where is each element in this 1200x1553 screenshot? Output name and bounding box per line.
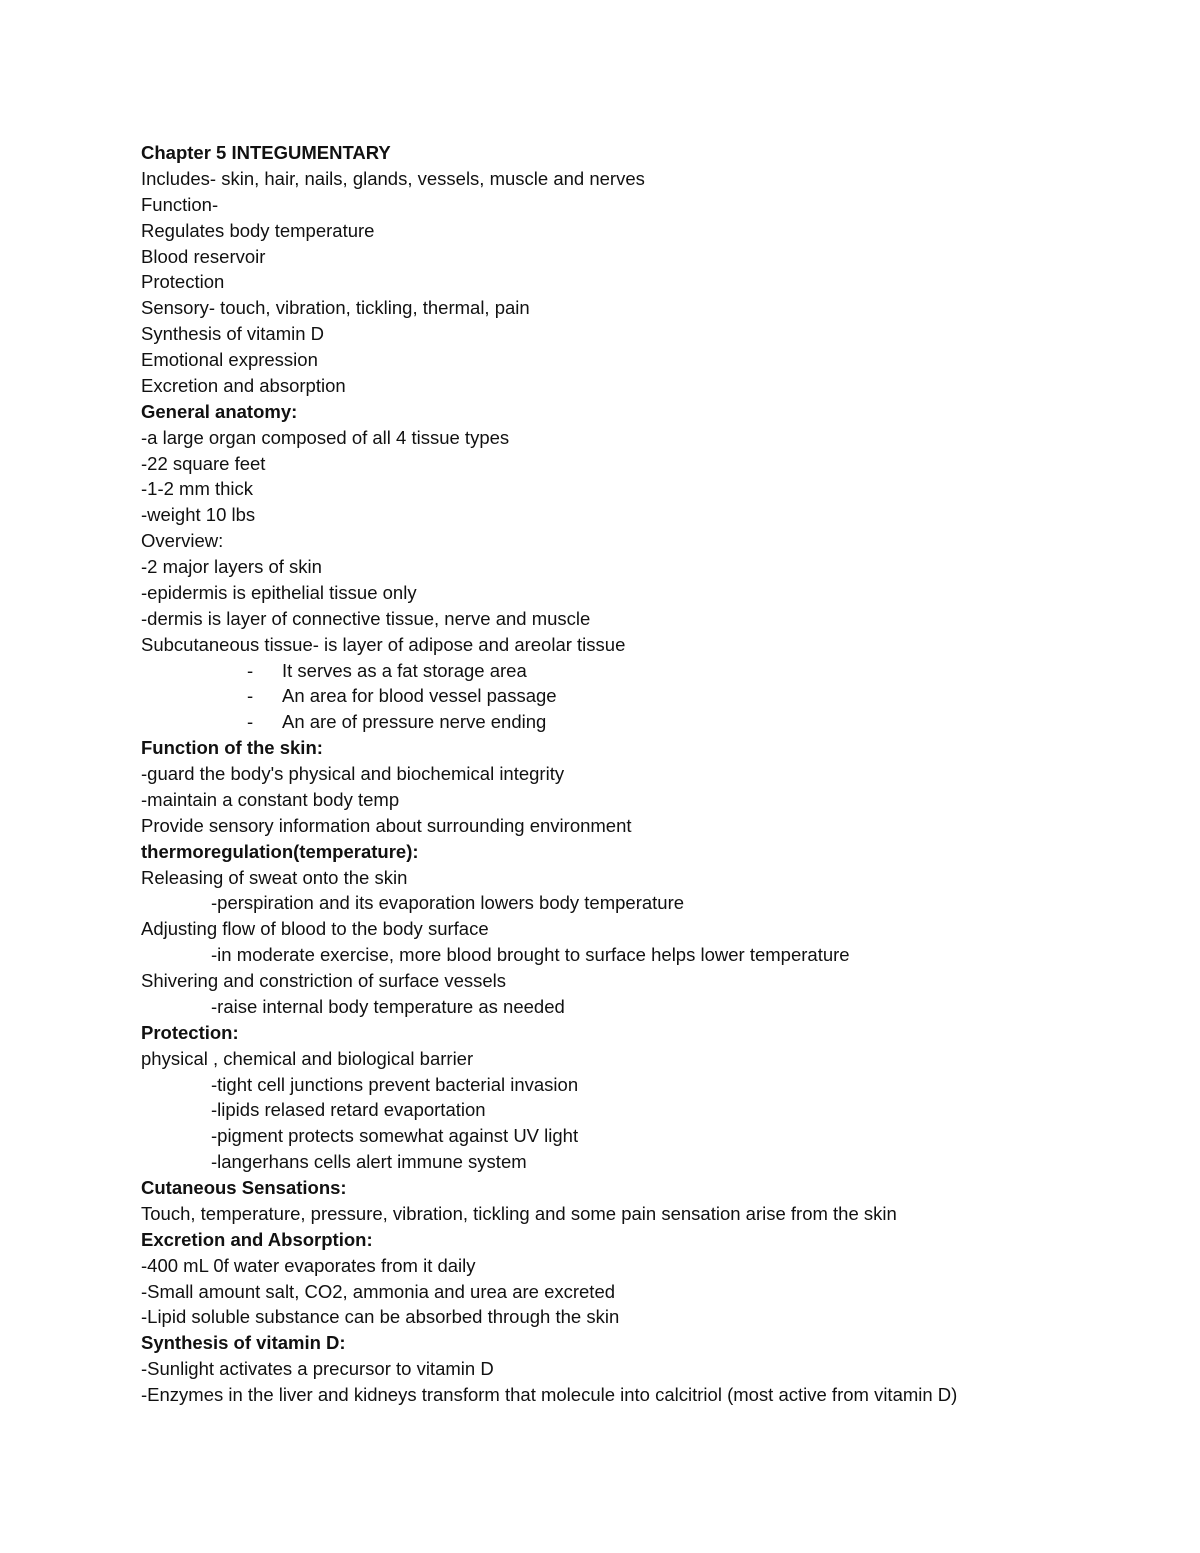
text-line: -dermis is layer of connective tissue, nerve and muscle — [141, 607, 591, 629]
bullet-item — [141, 658, 1141, 684]
text-line: Subcutaneous tissue- is layer of adipose and areolar tissue — [141, 633, 626, 655]
section-heading: Cutaneous Sensations: — [141, 1177, 347, 1198]
text-line: Overview: — [141, 530, 224, 552]
indented-line: -raise internal body temperature as needed — [211, 995, 565, 1017]
text-line: Protection — [141, 271, 225, 293]
section-heading: Excretion and Absorption: — [141, 1228, 373, 1250]
bullet-text: An area for blood vessel passage — [282, 685, 557, 707]
text-line: -Small amount salt, CO2, ammonia and urea are excreted — [141, 1280, 616, 1302]
text-line: Regulates body temperature — [141, 219, 375, 241]
section-heading: General anatomy: — [141, 400, 298, 422]
text-line: -2 major layers of skin — [141, 556, 322, 577]
text-line: Includes- skin, hair, nails, glands, vessels, muscle and nerves — [141, 167, 645, 189]
text-line: Provide sensory information about surrounding environment — [141, 814, 632, 836]
text-line: -Lipid soluble substance can be absorbed through the skin — [141, 1306, 620, 1328]
bullet-text: An are of pressure nerve ending — [282, 711, 547, 733]
bullet-item — [141, 709, 1141, 735]
text-line: Touch, temperature, pressure, vibration, tickling and some pain sensation arise from the skin — [141, 1202, 897, 1224]
text-line: -weight 10 lbs — [141, 504, 256, 526]
text-line: -Enzymes in the liver and kidneys transform that molecule into calcitriol (most active from vitamin D) — [141, 1384, 958, 1405]
text-line: -Sunlight activates a precursor to vitamin D — [141, 1358, 494, 1380]
text-line: Emotional expression — [141, 349, 318, 370]
indented-line: -langerhans cells alert immune system — [211, 1151, 527, 1173]
text-line: -400 mL 0f water evaporates from it daily — [141, 1254, 476, 1276]
text-line: Adjusting flow of blood to the body surface — [141, 918, 489, 940]
indented-line: -in moderate exercise, more blood brought to surface helps lower temperature — [211, 944, 850, 966]
bullet-item — [141, 683, 1141, 709]
text-line: Blood reservoir — [141, 245, 266, 267]
indented-line: -tight cell junctions prevent bacterial invasion — [211, 1073, 579, 1095]
text-line: -guard the body's physical and biochemical integrity — [141, 763, 565, 784]
text-line: Shivering and constriction of surface vessels — [141, 970, 507, 991]
text-line: -epidermis is epithelial tissue only — [141, 581, 417, 603]
indented-line: -pigment protects somewhat against UV light — [211, 1125, 579, 1147]
section-heading: thermoregulation(temperature): — [141, 840, 419, 862]
indented-line: -lipids relased retard evaportation — [211, 1099, 486, 1121]
document-page — [141, 140, 1141, 1408]
section-heading: Synthesis of vitamin D: — [141, 1332, 346, 1354]
bullet-text: It serves as a fat storage area — [282, 659, 527, 681]
text-line: -maintain a constant body temp — [141, 788, 400, 810]
bullet-marker: - — [247, 659, 254, 681]
bullet-marker: - — [247, 711, 254, 733]
text-line: -22 square feet — [141, 452, 266, 474]
text-line: Function- — [141, 193, 219, 215]
text-line: Synthesis of vitamin D — [141, 323, 325, 345]
section-heading: Protection: — [141, 1021, 239, 1043]
text-line: -a large organ composed of all 4 tissue types — [141, 426, 510, 448]
text-line: Excretion and absorption — [141, 374, 346, 396]
indented-line: -perspiration and its evaporation lowers body temperature — [211, 892, 685, 914]
section-heading: Function of the skin: — [141, 737, 323, 759]
text-line: Releasing of sweat onto the skin — [141, 866, 408, 888]
text-line: physical , chemical and biological barrier — [141, 1047, 474, 1069]
section-heading: Chapter 5 INTEGUMENTARY — [141, 142, 391, 163]
text-line: Sensory- touch, vibration, tickling, thermal, pain — [141, 297, 530, 319]
text-line: -1-2 mm thick — [141, 478, 254, 500]
bullet-marker: - — [247, 685, 254, 707]
